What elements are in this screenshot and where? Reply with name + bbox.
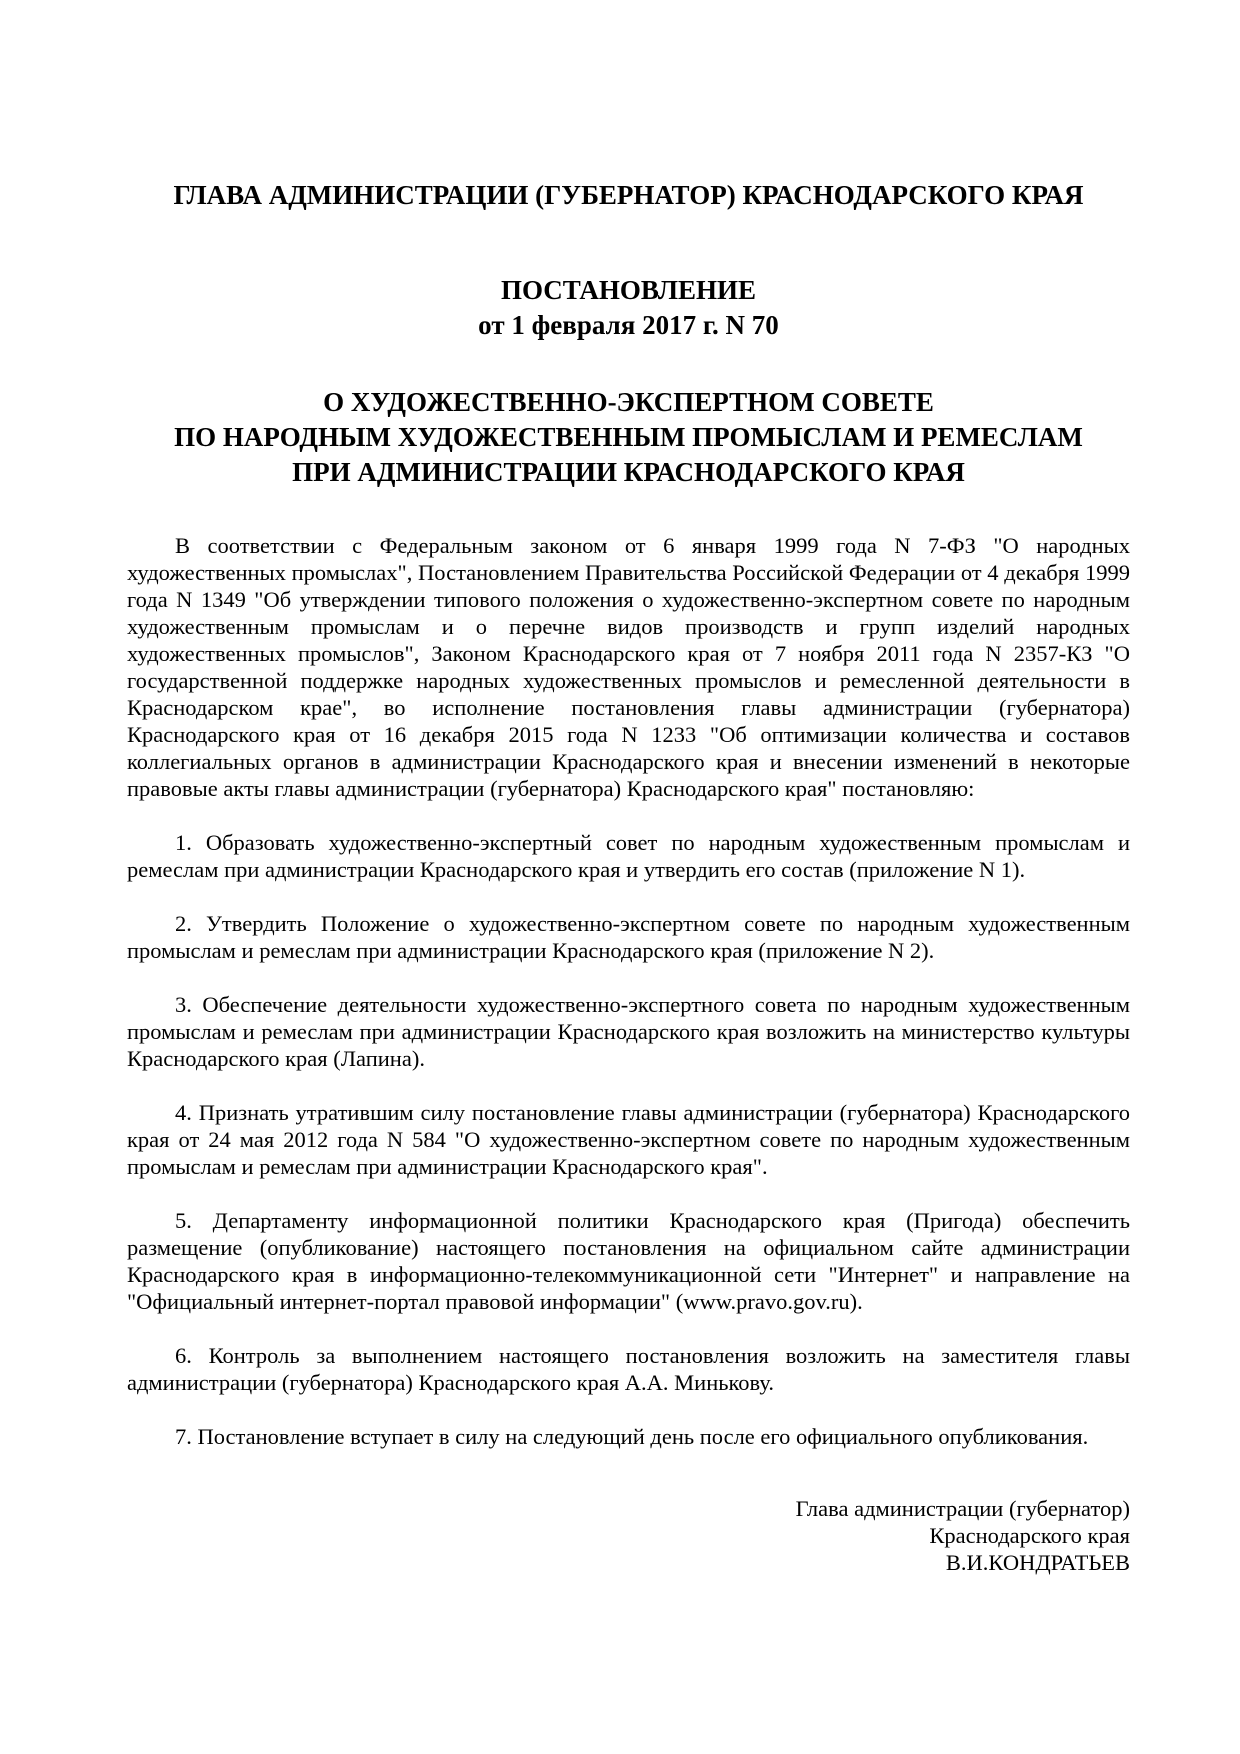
- clause-1: 1. Образовать художественно-экспертный совет по народным художественным промыслам и ремеслам при администрации Краснодарского края и утвердить его состав (приложение N 1).: [127, 830, 1130, 882]
- signatory-position: Глава администрации (губернатор): [795, 1496, 1130, 1521]
- clause-4: 4. Признать утратившим силу постановление главы администрации (губернатора) Краснодарского края от 24 мая 2012 года N 584 "О художественно-экспертном совете по народным художественным промыслам и ремеслам при администрации Краснодарского края".: [127, 1100, 1130, 1179]
- clause-5: 5. Департаменту информационной политики Краснодарского края (Пригода) обеспечить размещение (опубликование) настоящего постановления на официальном сайте администрации Краснодарского края в информационно-телекоммуникационной сети "Интернет" и направление на "Официальный интернет-портал правовой информации" (www.pravo.gov.ru).: [127, 1208, 1130, 1314]
- clause-3: 3. Обеспечение деятельности художественно-экспертного совета по народным художественным промыслам и ремеслам при администрации Краснодарского края возложить на министерство культуры Краснодарского края (Лапина).: [127, 992, 1130, 1071]
- issuing-authority: ГЛАВА АДМИНИСТРАЦИИ (ГУБЕРНАТОР) КРАСНОДАРСКОГО КРАЯ: [173, 180, 1084, 210]
- clause-2: 2. Утвердить Положение о художественно-экспертном совете по народным художественным промыслам и ремеслам при администрации Краснодарского края (приложение N 2).: [127, 911, 1130, 963]
- signature-block: [127, 1495, 1130, 1576]
- document-title-line: О ХУДОЖЕСТВЕННО-ЭКСПЕРТНОМ СОВЕТЕ: [323, 387, 934, 417]
- signatory-name: В.И.КОНДРАТЬЕВ: [945, 1550, 1130, 1575]
- document-title-line: ПО НАРОДНЫМ ХУДОЖЕСТВЕННЫМ ПРОМЫСЛАМ И РЕМЕСЛАМ: [174, 422, 1083, 452]
- clause-7: 7. Постановление вступает в силу на следующий день после его официального опубликования.: [175, 1424, 1089, 1449]
- document-title: [127, 385, 1130, 490]
- preamble-paragraph: В соответствии с Федеральным законом от 6 января 1999 года N 7-ФЗ "О народных художественных промыслах", Постановлением Правительства Российской Федерации от 4 декабря 1999 года N 1349 "Об утверждении типового положения о художественно-экспертном совете по народным художественным промыслам и о перечне видов производств и групп изделий народных художественных промыслов", Законом Краснодарского края от 7 ноября 2011 года N 2357-КЗ "О государственной поддержке народных художественных промыслов и ремесленной деятельности в Краснодарском крае", во исполнение постановления главы администрации (губернатора) Краснодарского края от 16 декабря 2015 года N 1233 "Об оптимизации количества и составов коллегиальных органов в администрации Краснодарского края и внесении изменений в некоторые правовые акты главы администрации (губернатора) Краснодарского края" постановляю:: [127, 533, 1130, 801]
- clause-6: 6. Контроль за выполнением настоящего постановления возложить на заместителя главы администрации (губернатора) Краснодарского края А.А. Минькову.: [127, 1343, 1130, 1395]
- document-type: ПОСТАНОВЛЕНИЕ: [500, 275, 757, 305]
- document-title-line: ПРИ АДМИНИСТРАЦИИ КРАСНОДАРСКОГО КРАЯ: [292, 457, 965, 487]
- document-date-number: от 1 февраля 2017 г. N 70: [478, 310, 779, 340]
- signatory-region: Краснодарского края: [929, 1523, 1130, 1548]
